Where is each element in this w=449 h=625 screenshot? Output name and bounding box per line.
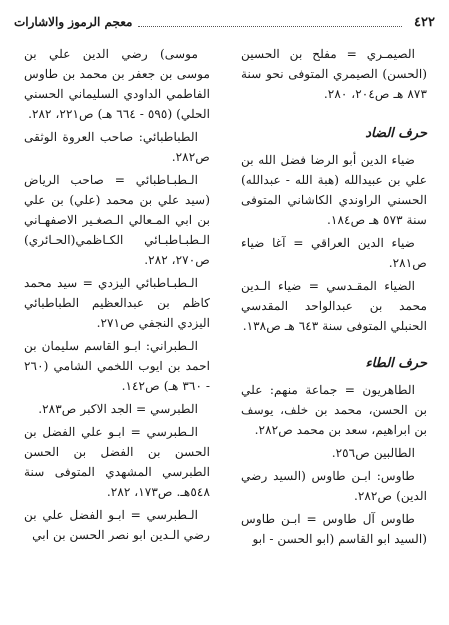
index-entry: الـطبرسي = ابـو علي الفضل بن الحسن بن الفضل بن الحسن الطبرسي المشهدي المتوفى سنة ٥٤٨هـ. ص١٧٣، ٢٨٢. [24,425,210,499]
index-entry: الطباطبائي: صاحب العروة الوثقى ص٢٨٢. [24,130,210,164]
index-entry: الـطبراني: ابـو القاسم سليمان بن احمد بن ايوب اللخمي الشامي (٢٦٠ - ٣٦٠ هـ) ص١٤٢. [24,339,210,393]
index-entry: موسى) رضي الدين علي بن موسى بن جعفر بن محمد بن طاوس الفاطمي الداودي السليماني الحسني الحلي) (٥٩٥ - ٦٦٤ هـ) ص٢٢١، ٢٨٢. [24,47,210,121]
index-entry: الـطبـاطبائي = صاحب الرياض (سيد علي بن محمد (علي) بن علي بن ابي المـعالي الـصغـير الاصفهـاني الـطبـاطبـائي الكـاظمي(الحـائري) ص٢٧٠، ٢٨٢. [24,173,210,267]
index-entry: طاوس: ابـن طاوس (السيد رضي الدين) ص٢٨٢. [241,469,427,503]
index-entry: ضياء الدين أبو الرضا فضل الله بن علي بن عبيدالله (هبة الله - عبدالله) الحسني الراوندي الكاشاني المتوفى سنة ٥٧٣ هـ ص١٨٤. [241,153,427,227]
index-entry: الطالبين ص٢٥٦. [331,446,415,460]
page-header [14,12,435,32]
running-title: معجم الرموز والاشارات [14,15,133,29]
index-entry: طاوس آل طاوس = ابـن طاوس (السيد ابو القاسم (ابو الحسن - ابو [241,512,427,546]
index-entry: الطبرسي = الجد الاكبر ص٢٨٣. [38,402,198,416]
left-column [24,44,210,548]
index-entry: الطاهريون = جماعة منهم: علي بن الحسن، محمد بن خلف، يوسف بن ابراهيم، سعد بن محمد ص٢٨٢. [241,383,427,437]
section-heading: حرف الطاء [365,356,427,371]
index-entry: ضياء الدين العراقي = آغا ضياء ص٢٨١. [241,236,427,270]
section-heading: حرف الضاد [365,126,427,141]
index-entry: الضياء المقـدسي = ضياء الـدين محمد بن عبدالواحد المقدسي الحنبلي المتوفى سنة ٦٤٣ هـ ص١٣٨. [241,279,427,333]
header-dotted-rule [138,18,402,27]
page-number: ٤٢٢ [414,14,435,30]
index-entry: الصيمـري = مفلح بن الحسين (الحسن) الصيمري المتوفى نحو سنة ٨٧٣ هـ ص٢٠٤، ٢٨٠. [241,47,427,101]
index-entry: الـطبـاطبائي اليزدي = سيد محمد كاظم بن عبدالعظيم الطباطبائي اليزدي النجفي ص٢٧١. [24,276,210,330]
index-entry: الـطبرسي = ابـو الفضل علي بن رضي الـدين ابو نصر الحسن بن ابي [24,508,210,542]
right-column [241,44,427,552]
